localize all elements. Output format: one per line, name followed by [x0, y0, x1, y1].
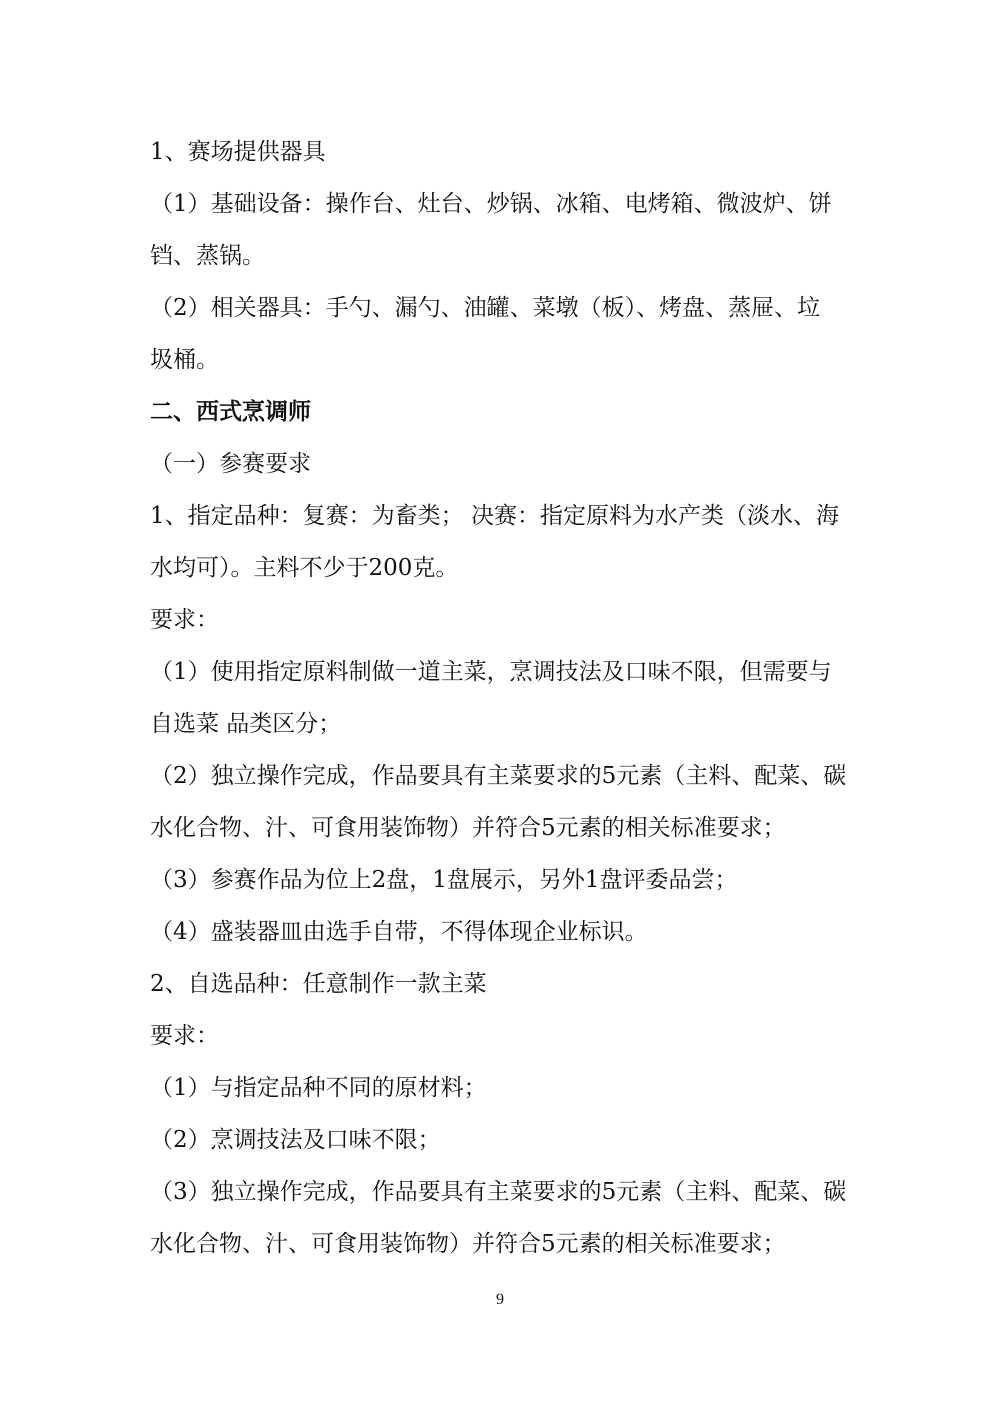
paragraph-line: 水均可）。主料不少于200克。 [150, 555, 459, 581]
paragraph-line: （2）相关器具：手勺、漏勺、油罐、菜墩（板）、烤盘、蒸屉、垃 [150, 295, 821, 321]
paragraph-line: 1、指定品种：复赛：为畜类； 决赛：指定原料为水产类（淡水、海 [150, 503, 839, 529]
paragraph-line: （1）基础设备：操作台、灶台、炒锅、冰箱、电烤箱、微波炉、饼 [150, 191, 832, 217]
paragraph-line: （2）独立操作完成，作品要具有主菜要求的5元素（主料、配菜、碳 [150, 763, 847, 789]
paragraph-line: （2）烹调技法及口味不限； [150, 1127, 441, 1153]
paragraph-line: 水化合物、汁、可食用装饰物）并符合5元素的相关标准要求； [150, 815, 786, 841]
section-subheading-equipment: 1、赛场提供器具 [150, 139, 326, 165]
paragraph-line: （1）与指定品种不同的原材料； [150, 1075, 487, 1101]
paragraph-line: （4）盛装器皿由选手自带，不得体现企业标识。 [150, 919, 648, 945]
paragraph-line: 水化合物、汁、可食用装饰物）并符合5元素的相关标准要求； [150, 1231, 786, 1257]
paragraph-line: 圾桶。 [150, 347, 219, 373]
paragraph-line: 2、自选品种：任意制作一款主菜 [150, 971, 487, 997]
paragraph-line: （1）使用指定原料制做一道主菜，烹调技法及口味不限，但需要与 [150, 659, 832, 685]
requirements-label: 要求： [150, 1023, 219, 1049]
subsection-heading-requirements: （一）参赛要求 [150, 451, 311, 477]
paragraph-line: 自选菜 品类区分； [150, 711, 342, 737]
paragraph-line: （3）独立操作完成，作品要具有主菜要求的5元素（主料、配菜、碳 [150, 1179, 847, 1205]
requirements-label: 要求： [150, 607, 219, 633]
page-number: 9 [496, 1291, 504, 1308]
section-heading-western-chef: 二、西式烹调师 [150, 399, 311, 425]
paragraph-line: （3）参赛作品为位上2盘，1盘展示，另外1盘评委品尝； [150, 867, 738, 893]
paragraph-line: 铛、蒸锅。 [150, 243, 265, 269]
page-body [150, 126, 850, 1270]
